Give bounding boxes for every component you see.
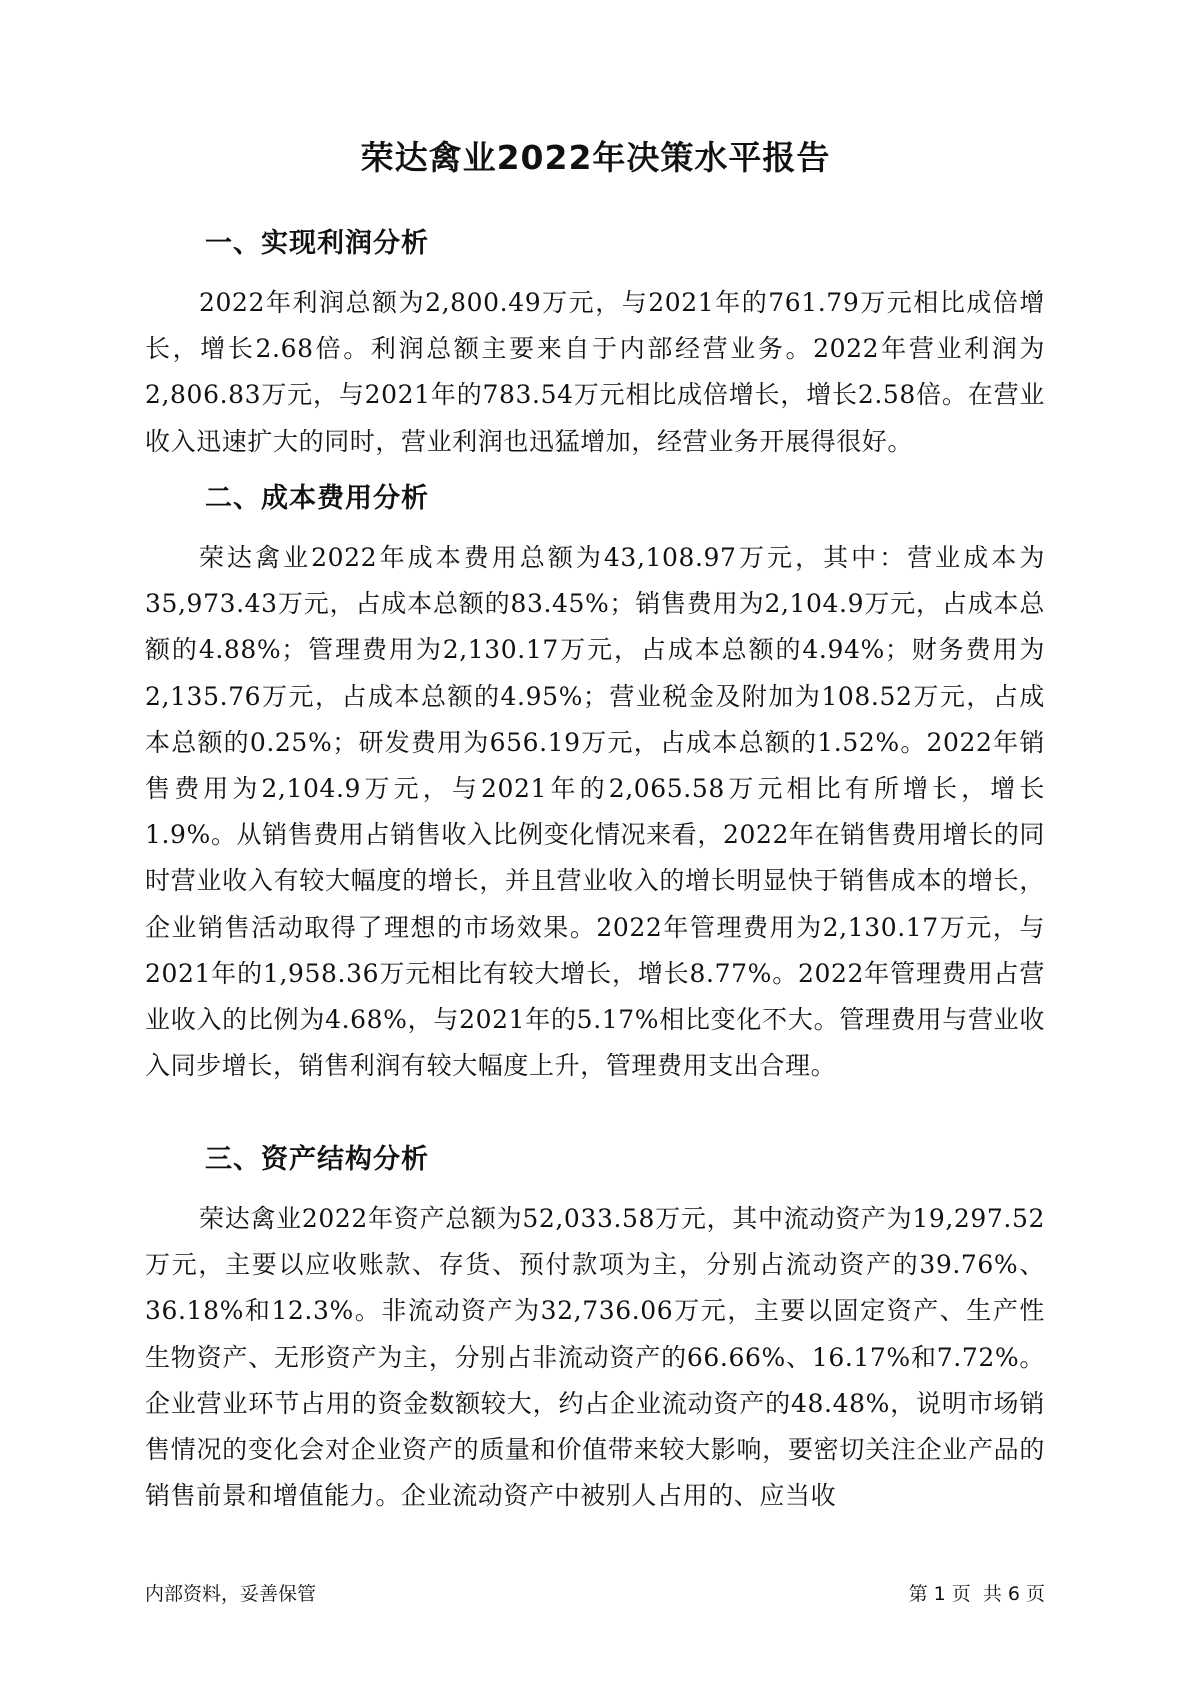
section-cost-analysis: [145, 475, 1045, 1089]
section-heading: 三、资产结构分析: [205, 1144, 429, 1175]
section-profit-analysis: [145, 220, 1045, 465]
section-heading: 一、实现利润分析: [205, 228, 429, 259]
page-title: 荣达禽业2022年决策水平报告: [360, 138, 831, 177]
section-paragraph: 2022年利润总额为2,800.49万元，与2021年的761.79万元相比成倍增长，增长2.68倍。利润总额主要来自于内部经营业务。2022年营业利润为2,806.83万元，与2021年的783.54万元相比成倍增长，增长2.58倍。在营业收入迅速扩大的同时，营业利润也迅猛增加，经营业务开展得很好。: [145, 288, 1045, 456]
section-heading: 二、成本费用分析: [205, 483, 429, 514]
section-paragraph: 荣达禽业2022年成本费用总额为43,108.97万元，其中：营业成本为35,973.43万元，占成本总额的83.45%；销售费用为2,104.9万元，占成本总额的4.88%；管理费用为2,130.17万元，占成本总额的4.94%；财务费用为2,135.76万元，占成本总额的4.95%；营业税金及附加为108.52万元，占成本总额的0.25%；研发费用为656.19万元，占成本总额的1.52%。2022年销售费用为2,104.9万元，与2021年的2,065.58万元相比有所增长，增长1.9%。从销售费用占销售收入比例变化情况来看，2022年在销售费用增长的同时营业收入有较大幅度的增长，并且营业收入的增长明显快于销售成本的增长，企业销售活动取得了理想的市场效果。2022年管理费用为2,130.17万元，与2021年的1,958.36万元相比有较大增长，增长8.77%。2022年管理费用占营业收入的比例为4.68%，与2021年的5.17%相比变化不大。管理费用与营业收入同步增长，销售利润有较大幅度上升，管理费用支出合理。: [145, 543, 1045, 1081]
confidentiality-note: 内部资料，妥善保管: [145, 1583, 317, 1605]
section-asset-structure-analysis: [145, 1136, 1045, 1581]
section-paragraph: 荣达禽业2022年资产总额为52,033.58万元，其中流动资产为19,297.52万元，主要以应收账款、存货、预付款项为主，分别占流动资产的39.76%、36.18%和12.3%。非流动资产为32,736.06万元，主要以固定资产、生产性生物资产、无形资产为主，分别占非流动资产的66.66%、16.17%和7.72%。企业营业环节占用的资金数额较大，约占企业流动资产的48.48%，说明市场销售情况的变化会对企业资产的质量和价值带来较大影响，要密切关注企业产品的销售前景和增值能力。企业流动资产中被别人占用的、应当收: [145, 1204, 1045, 1511]
page-footer: [145, 1580, 1045, 1608]
page-number: 第 1 页 共 6 页: [908, 1583, 1045, 1605]
